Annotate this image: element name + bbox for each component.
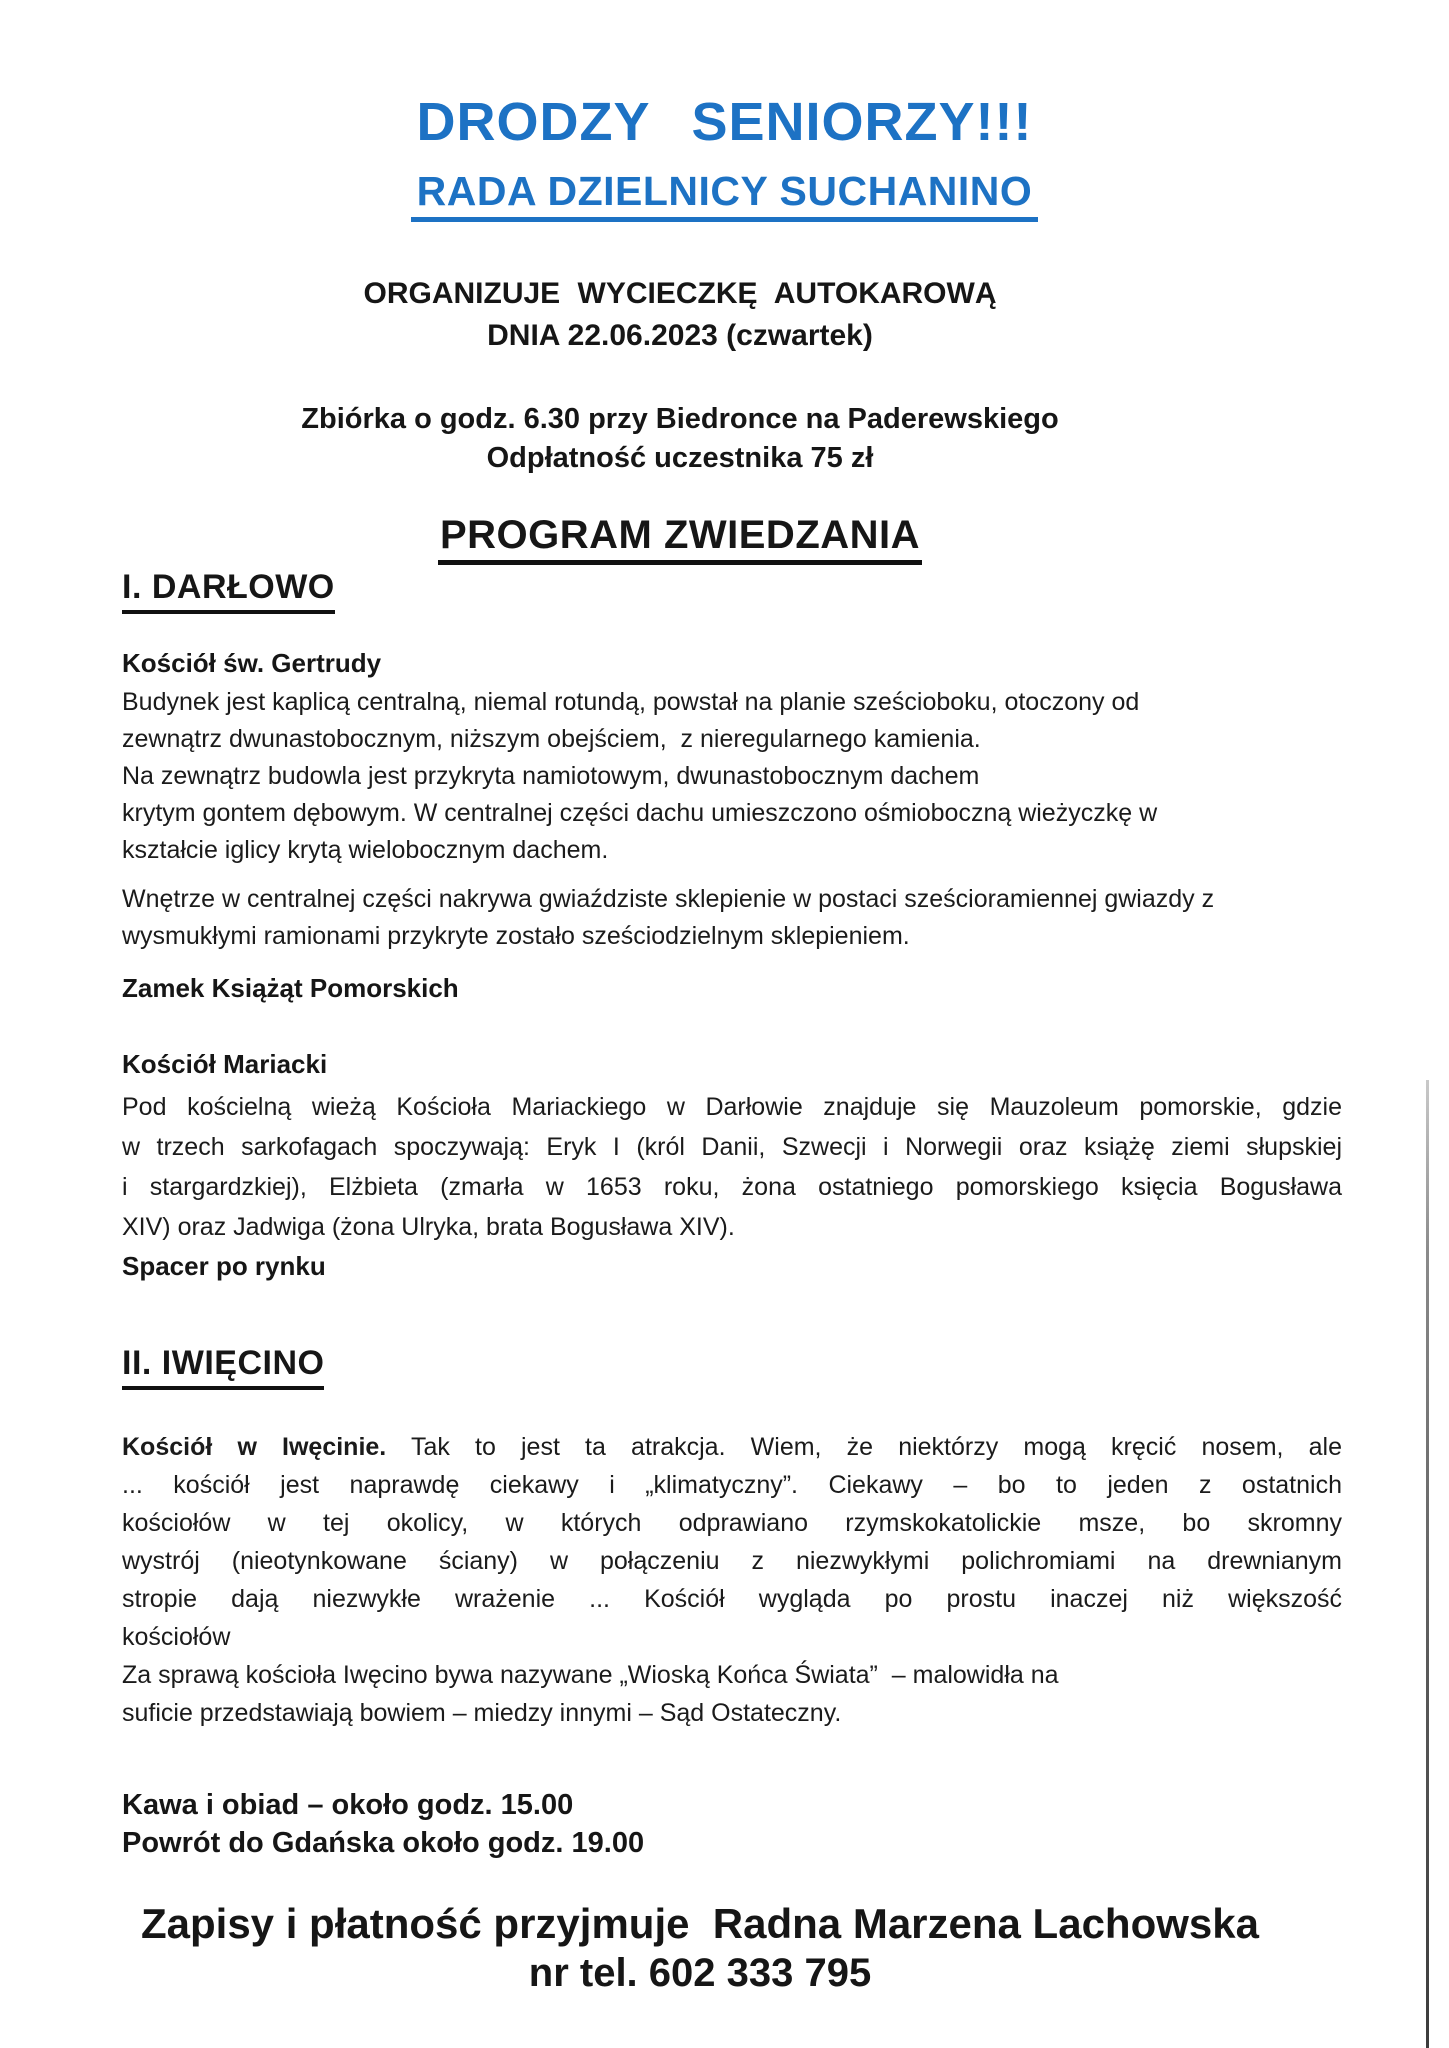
body-line: Za sprawą kościoła Iwęcino bywa nazywane „Wioską Końca Świata” – malowidła na	[122, 1661, 1059, 1689]
body-line: kościołów w tej okolicy, w których odprawiano rzymskokatolickie msze, bo skromny	[122, 1509, 1342, 1537]
body-line: ... kościół jest naprawdę ciekawy i „klimatyczny”. Ciekawy – bo to jeden z ostatnich	[122, 1471, 1342, 1499]
program-heading-wrap	[0, 512, 1360, 565]
intro-block	[0, 276, 1360, 476]
schedule-block	[122, 1786, 1342, 1862]
signup-line: Zapisy i płatność przyjmuje Radna Marzena Lachowska	[140, 1900, 1259, 1947]
body-line: i stargardzkiej), Elżbieta (zmarła w 1653 roku, żona ostatniego pomorskiego księcia Bogusława	[122, 1173, 1342, 1201]
body-line: wysmukłymi ramionami przykryte zostało sześciodzielnym sklepieniem.	[122, 922, 910, 950]
iwiecino-lead-bold: Kościół w Iwęcinie.	[122, 1433, 387, 1461]
page-title: DRODZY SENIORZY!!!	[416, 92, 1033, 152]
gertrudy-paragraph	[122, 684, 1342, 869]
organization-name: RADA DZIELNICY SUCHANINO	[411, 168, 1039, 222]
gertrudy-title: Kościół św. Gertrudy	[122, 648, 382, 678]
body-line: Pod kościelną wieżą Kościoła Mariackiego w Darłowie znajduje się Mauzoleum pomorskie, gdzie	[122, 1093, 1342, 1121]
interior-paragraph	[122, 881, 1342, 955]
lunch-line: Kawa i obiad – około godz. 15.00	[122, 1789, 574, 1821]
organizer-line: ORGANIZUJE WYCIECZKĘ AUTOKAROWĄ	[363, 277, 997, 310]
mariacki-title: Kościół Mariacki	[122, 1049, 328, 1079]
return-line: Powrót do Gdańska około godz. 19.00	[122, 1827, 645, 1859]
body-column	[122, 565, 1342, 1862]
body-line: stropie dają niezwykłe wrażenie ... Kościół wygląda po prostu inaczej niż większość	[122, 1585, 1342, 1613]
body-line: XIV) oraz Jadwiga (żona Ulryka, brata Bogusława XIV).	[122, 1213, 735, 1241]
body-line	[122, 1428, 1342, 1466]
body-line: kształcie iglicy krytą wielobocznym dachem.	[122, 836, 609, 864]
subtitle-wrap	[0, 168, 1449, 222]
program-heading: PROGRAM ZWIEDZANIA	[438, 512, 922, 565]
section-heading-iwiecino: II. IWIĘCINO	[122, 1343, 324, 1390]
iwiecino-lead-rest: Tak to jest ta atrakcja. Wiem, że niektórzy mogą kręcić nosem, ale	[386, 1433, 1342, 1461]
body-line: suficie przedstawiają bowiem – miedzy innymi – Sąd Ostateczny.	[122, 1699, 842, 1727]
castle-title: Zamek Książąt Pomorskich	[122, 973, 459, 1003]
section-heading-darlowo: I. DARŁOWO	[122, 567, 335, 614]
meeting-point-line: Zbiórka o godz. 6.30 przy Biedronce na Paderewskiego	[301, 403, 1059, 435]
body-line: krytym gontem dębowym. W centralnej części dachu umieszczono ośmioboczną wieżyczkę w	[122, 799, 1158, 827]
body-line: Na zewnątrz budowla jest przykryta namiotowym, dwunastobocznym dachem	[122, 762, 980, 790]
body-line: wystrój (nieotynkowane ściany) w połączeniu z niezwykłymi polichromiami na drewnianym	[122, 1547, 1342, 1575]
scan-artifact-line	[1426, 1080, 1429, 2048]
phone-line: nr tel. 602 333 795	[528, 1951, 872, 1995]
fee-line: Odpłatność uczestnika 75 zł	[486, 442, 874, 474]
body-line: Wnętrze w centralnej części nakrywa gwiaździste sklepienie w postaci sześcioramiennej gwiazdy z	[122, 885, 1215, 913]
body-line: Budynek jest kaplicą centralną, niemal rotundą, powstał na planie sześcioboku, otoczony od	[122, 688, 1140, 716]
mariacki-paragraph	[122, 1087, 1342, 1247]
body-line: w trzech sarkofagach spoczywają: Eryk I (król Danii, Szwecji i Norwegii oraz książę ziemi słupskiej	[122, 1133, 1342, 1161]
iwiecino-paragraph	[122, 1428, 1342, 1732]
market-walk-title: Spacer po rynku	[122, 1251, 326, 1281]
body-line: zewnątrz dwunastobocznym, niższym obejściem, z nieregularnego kamienia.	[122, 725, 981, 753]
trip-date-line: DNIA 22.06.2023 (czwartek)	[487, 319, 873, 352]
body-line: kościołów	[122, 1623, 231, 1651]
